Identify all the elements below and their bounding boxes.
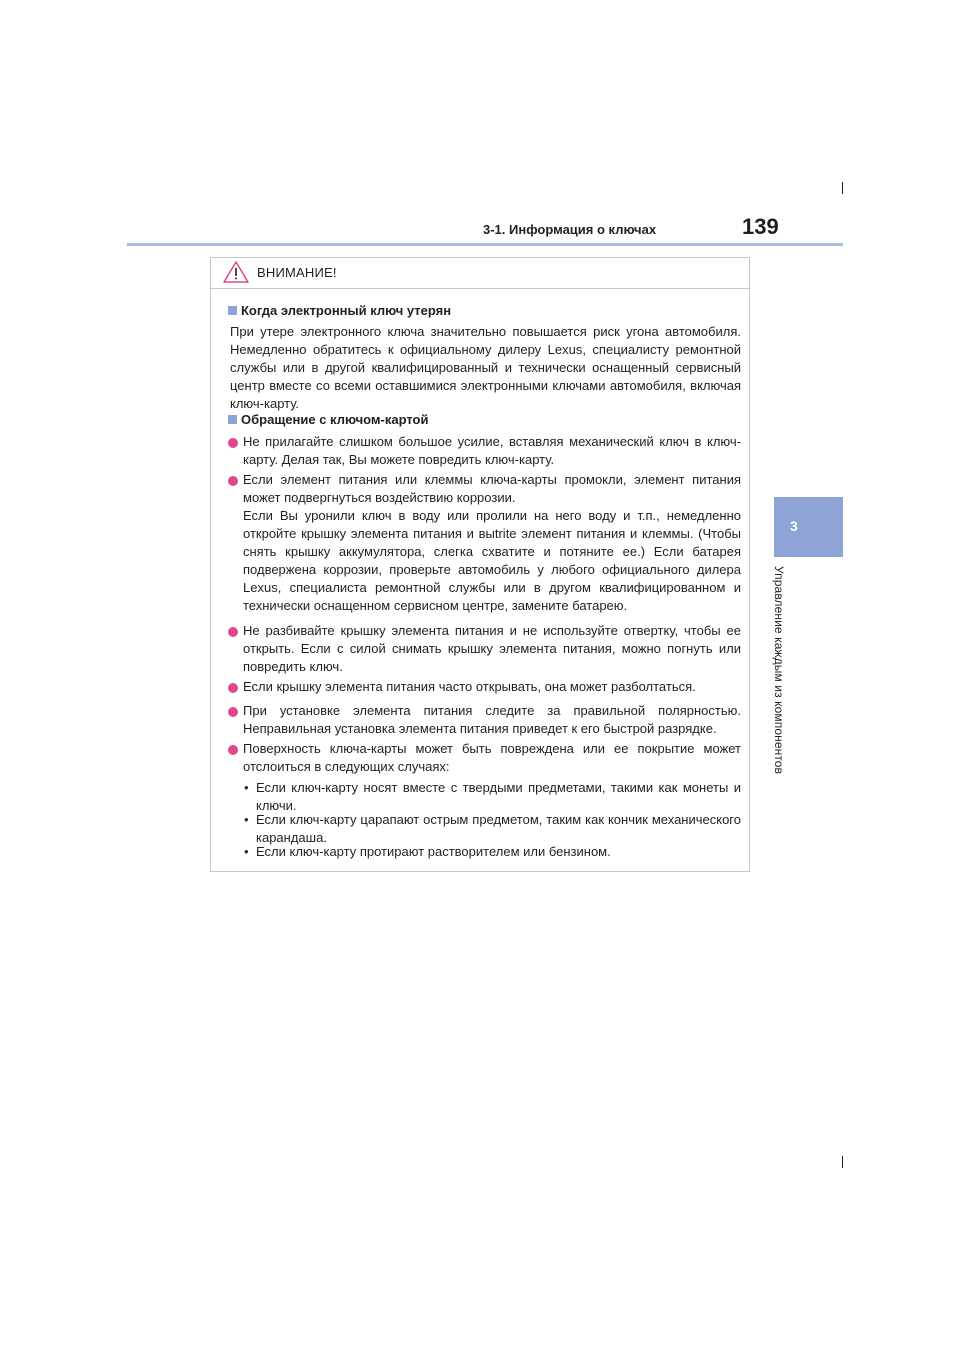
- chapter-tab: [774, 497, 843, 557]
- list-item: Поверхность ключа-карты может быть повреждена или ее покрытие может отслоиться в следующих случаях:: [243, 741, 741, 774]
- section-heading-lost-key: [228, 303, 451, 318]
- list-item: Если элемент питания или клеммы ключа-карты промокли, элемент питания может подвергнуться воздействию коррозии. Если Вы уронили ключ в воду или пролили на него воду и т.п., немедленно откройте крышку элемента питания и выtrite элемент питания и клеммы. (Чтобы снять крышку аккумулятора, слегка схватите и потяните ее.) Если батарея подвержена коррозии, проверьте автомобиль у любого официального дилера Lexus, специалиста ремонтной службы или в другом квалифицированном и технически оснащенном сервисном центре, замените батарею.: [243, 472, 741, 613]
- sub-list-item-text: Если ключ-карту носят вместе с твердыми предметами, такими как монеты и ключи.: [256, 780, 741, 813]
- header-section-title: 3-1. Информация о ключах: [483, 222, 657, 237]
- sub-bullet-icon: •: [244, 812, 249, 827]
- section-heading-card-key: [228, 412, 428, 427]
- section-heading-text: Обращение с ключом-картой: [241, 412, 429, 427]
- caution-title: ВНИМАНИЕ!: [257, 265, 337, 280]
- list-item: Не разбивайте крышку элемента питания и не используйте отвертку, чтобы ее открыть. Если с силой снимать крышку элемента питания, можно погнуть или повредить ключ.: [243, 623, 741, 674]
- sub-list-item: [244, 843, 741, 861]
- square-bullet-icon: [228, 306, 237, 315]
- crop-mark-bottom: [842, 1156, 843, 1168]
- caution-box: [210, 257, 750, 872]
- sub-list-item: [244, 779, 741, 815]
- bullet-dot-icon: [228, 476, 238, 486]
- chapter-number: 3: [790, 518, 798, 534]
- bullet-dot-icon: [228, 745, 238, 755]
- page-number: 139: [742, 214, 779, 239]
- bullet-dot-icon: [228, 438, 238, 448]
- section-heading-text: Когда электронный ключ утерян: [241, 303, 452, 318]
- bullet-dot-icon: [228, 683, 238, 693]
- list-item: Если крышку элемента питания часто открывать, она может разболтаться.: [243, 679, 696, 694]
- square-bullet-icon: [228, 415, 237, 424]
- sub-bullet-icon: •: [244, 844, 249, 859]
- sub-list-item-text: Если ключ-карту царапают острым предметом, таким как кончик механического карандаша.: [256, 812, 741, 845]
- list-item: При установке элемента питания следите за правильной полярностью. Неправильная установка элемента питания приведет к его быстрой разрядке.: [243, 703, 741, 736]
- sub-list-item: [244, 811, 741, 847]
- bullet-dot-icon: [228, 627, 238, 637]
- crop-mark-top: [842, 182, 843, 194]
- sub-list-item-text: Если ключ-карту протирают растворителем или бензином.: [256, 844, 611, 859]
- header-rule: [127, 243, 843, 246]
- sub-bullet-icon: •: [244, 780, 249, 795]
- bullet-dot-icon: [228, 707, 238, 717]
- list-item: Не прилагайте слишком большое усилие, вставляя механический ключ в ключ-карту. Делая так, Вы можете повредить ключ-карту.: [243, 434, 741, 467]
- chapter-title: Управление каждым из компонентов: [772, 566, 786, 775]
- caution-header: [211, 258, 749, 289]
- warning-triangle-icon: [223, 260, 249, 284]
- lost-key-paragraph: При утере электронного ключа значительно повышается риск угона автомобиля. Немедленно обратитесь к официальному дилеру Lexus, специалисту ремонтной службы или в другой квалифицированный и технически оснащенный сервисный центр вместе со всеми оставшимися электронными ключами автомобиля, включая ключ-карту.: [230, 324, 741, 411]
